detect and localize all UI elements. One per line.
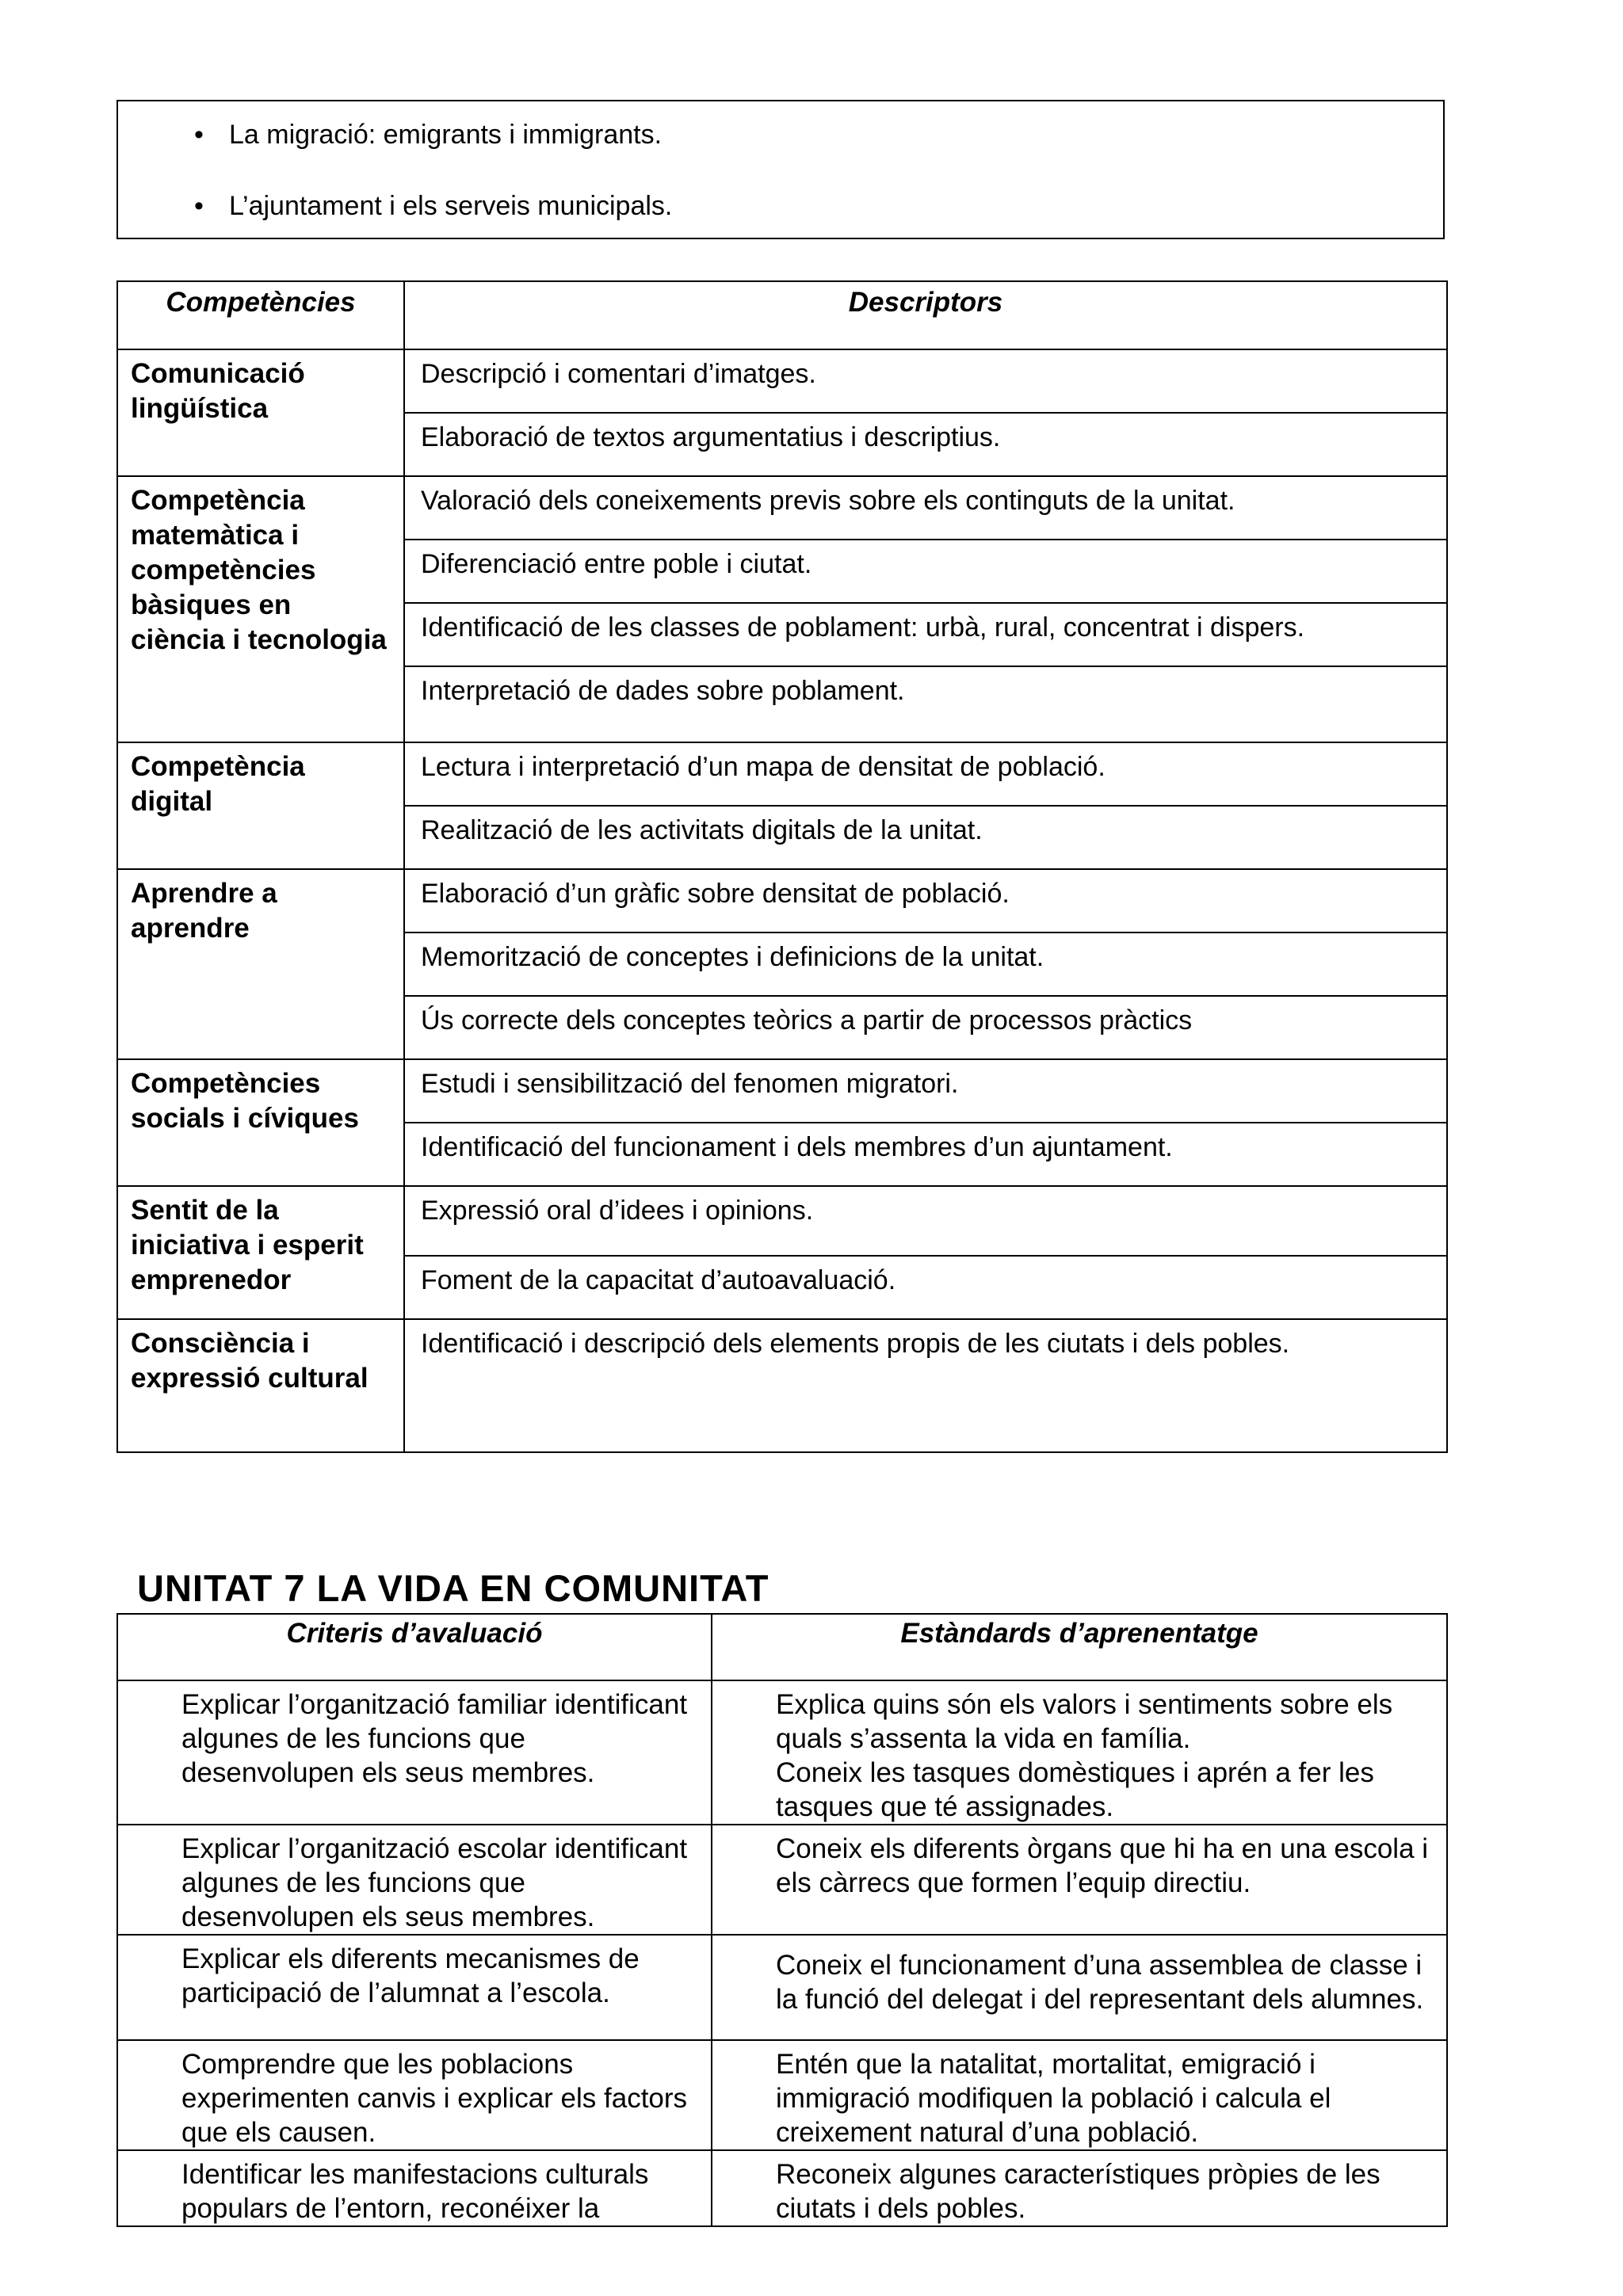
descriptor-cell: Expressió oral d’idees i opinions. <box>404 1186 1447 1256</box>
descriptor-cell: Elaboració d’un gràfic sobre densitat de població. <box>404 869 1447 933</box>
bullet-item <box>194 190 673 222</box>
competency-name: Aprendre a aprendre <box>117 869 404 1059</box>
competency-name: Consciència i expressió cultural <box>117 1319 404 1452</box>
competencies-table <box>116 280 1448 1453</box>
descriptor-cell: Identificació de les classes de poblament: urbà, rural, concentrat i dispers. <box>404 603 1447 666</box>
criteria-cell: Explicar els diferents mecanismes de participació de l’alumnat a l’escola. <box>117 1935 712 2040</box>
bullet-text: La migració: emigrants i immigrants. <box>229 120 663 150</box>
competency-name: Sentit de la iniciativa i esperit emprenedor <box>117 1186 404 1319</box>
descriptor-cell: Elaboració de textos argumentatius i descriptius. <box>404 413 1447 476</box>
descriptor-cell: Memorització de conceptes i definicions de la unitat. <box>404 933 1447 996</box>
criteria-cell: Explicar l’organització escolar identificant algunes de les funcions que desenvolupen els seus membres. <box>117 1825 712 1935</box>
header-competencies: Competències <box>117 281 404 349</box>
descriptor-cell: Interpretació de dades sobre poblament. <box>404 666 1447 742</box>
bullet-text: L’ajuntament i els serveis municipals. <box>229 191 673 221</box>
standards-cell: Explica quins són els valors i sentiments sobre els quals s’assenta la vida en família. Coneix les tasques domèstiques i aprén a fer les tasques que té assignades. <box>712 1680 1447 1825</box>
descriptor-cell: Identificació del funcionament i dels membres d’un ajuntament. <box>404 1123 1447 1186</box>
standards-cell: Coneix el funcionament d’una assemblea de classe i la funció del delegat i del representant dels alumnes. <box>712 1935 1447 2040</box>
topics-box <box>116 100 1445 239</box>
standards-cell: Reconeix algunes característiques pròpies de les ciutats i dels pobles. <box>712 2150 1447 2226</box>
competency-name: Comunicació lingüística <box>117 349 404 476</box>
criteria-cell: Explicar l’organització familiar identificant algunes de les funcions que desenvolupen els seus membres. <box>117 1680 712 1825</box>
header-standards: Estàndards d’aprenentatge <box>712 1614 1447 1680</box>
criteria-cell: Comprendre que les poblacions experimenten canvis i explicar els factors que els causen. <box>117 2040 712 2150</box>
descriptor-cell: Ús correcte dels conceptes teòrics a partir de processos pràctics <box>404 996 1447 1059</box>
header-criteria: Criteris d’avaluació <box>117 1614 712 1680</box>
descriptor-cell: Diferenciació entre poble i ciutat. <box>404 540 1447 603</box>
bullet-item <box>194 119 663 151</box>
unit-title: UNITAT 7 LA VIDA EN COMUNITAT <box>137 1567 769 1609</box>
descriptor-cell: Estudi i sensibilització del fenomen migratori. <box>404 1059 1447 1123</box>
descriptor-cell: Lectura i interpretació d’un mapa de densitat de població. <box>404 742 1447 806</box>
descriptor-cell: Identificació i descripció dels elements propis de les ciutats i dels pobles. <box>404 1319 1447 1452</box>
descriptor-cell: Realització de les activitats digitals de la unitat. <box>404 806 1447 869</box>
competency-name: Competència digital <box>117 742 404 869</box>
competency-name: Competències socials i cíviques <box>117 1059 404 1186</box>
descriptor-cell: Valoració dels coneixements previs sobre els continguts de la unitat. <box>404 476 1447 540</box>
standards-cell: Coneix els diferents òrgans que hi ha en una escola i els càrrecs que formen l’equip directiu. <box>712 1825 1447 1935</box>
header-descriptors: Descriptors <box>404 281 1447 349</box>
standards-cell: Entén que la natalitat, mortalitat, emigració i immigració modifiquen la població i calcula el creixement natural d’una població. <box>712 2040 1447 2150</box>
descriptor-cell: Foment de la capacitat d’autoavaluació. <box>404 1256 1447 1319</box>
bullet-icon: • <box>194 191 204 221</box>
bullet-icon: • <box>194 120 204 150</box>
criteria-table <box>116 1613 1448 2227</box>
competency-name: Competència matemàtica i competències bàsiques en ciència i tecnologia <box>117 476 404 742</box>
descriptor-cell: Descripció i comentari d’imatges. <box>404 349 1447 413</box>
criteria-cell: Identificar les manifestacions culturals populars de l’entorn, reconéixer la <box>117 2150 712 2226</box>
